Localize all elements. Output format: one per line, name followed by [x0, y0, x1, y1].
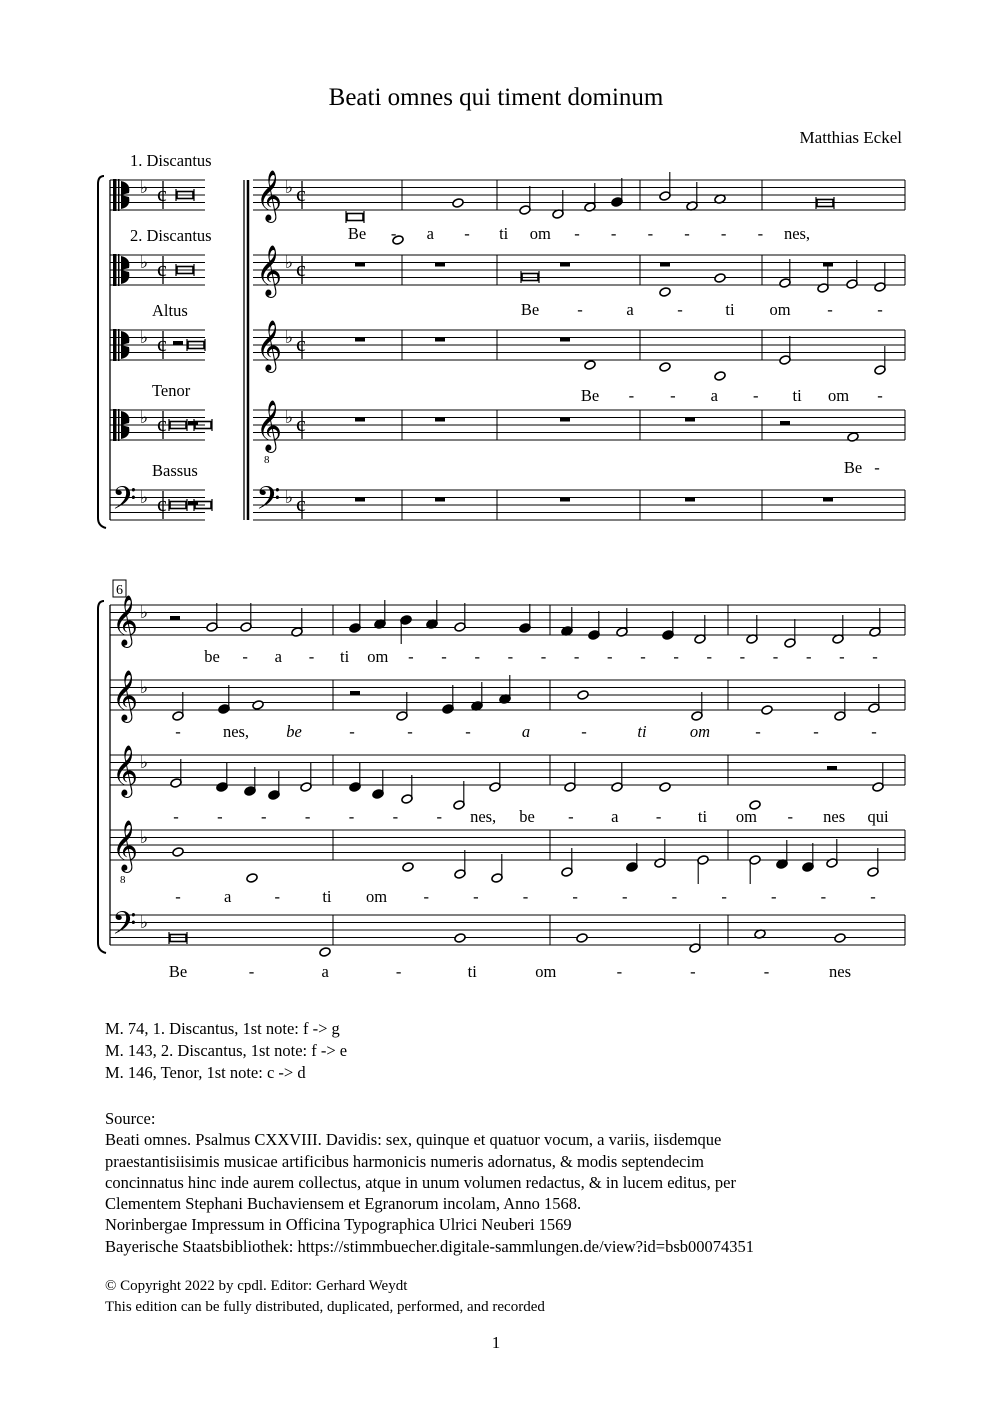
whole-note	[834, 933, 846, 944]
lyric-syllable: -	[628, 386, 635, 405]
lyric-syllable: om	[735, 807, 757, 826]
lyric-syllable: om	[366, 887, 388, 906]
system-1	[98, 151, 905, 528]
voice-label: Bassus	[152, 461, 198, 480]
half-rest	[170, 616, 180, 620]
lyric-syllable: nes,	[470, 807, 497, 826]
whole-note	[454, 933, 466, 944]
octave-mark-icon: 8	[264, 454, 270, 466]
lyric-syllable: qui	[867, 807, 889, 826]
bass-clef-icon: 𝄢	[112, 480, 137, 524]
flat-icon: ♭	[285, 178, 294, 197]
lyric-syllable: nes	[829, 962, 851, 981]
source-line: Norinbergae Impressum in Officina Typographica Ulrici Neuberi 1569	[105, 1215, 572, 1235]
lyric-syllable: -	[752, 386, 759, 405]
lyric-syllable: -	[248, 962, 255, 981]
lyric-syllable: -	[720, 224, 727, 243]
whole-rest	[355, 498, 365, 502]
time-signature-icon: c	[157, 331, 167, 356]
lyric-syllable: -	[577, 300, 583, 319]
time-signature-icon: c	[157, 411, 167, 436]
lyric-syllable: -	[217, 807, 223, 826]
c-clef-icon	[113, 254, 117, 286]
lyric-syllable: ti	[792, 386, 802, 405]
lyric-syllable: ti	[697, 807, 708, 826]
lyric-syllable: -	[441, 647, 447, 666]
lyric-syllable: -	[684, 224, 690, 243]
whole-rest	[355, 338, 365, 342]
lyric-syllable: a	[426, 224, 434, 243]
lyric-syllable: Be	[520, 300, 540, 319]
lyric-syllable: -	[721, 887, 727, 906]
treble-clef-icon: 𝄞	[256, 170, 283, 221]
lyric-syllable: -	[436, 807, 442, 826]
time-signature-icon: c	[296, 491, 306, 516]
note-line: M. 143, 2. Discantus, 1st note: f -> e	[105, 1041, 348, 1060]
flat-icon: ♭	[285, 328, 294, 347]
lyric-syllable: -	[507, 647, 514, 666]
lyric-syllable: -	[395, 962, 402, 981]
time-signature-icon: c	[296, 411, 306, 436]
whole-rest	[685, 498, 695, 502]
lyric-syllable: -	[839, 647, 845, 666]
whole-rest	[435, 498, 445, 502]
lyric-syllable: a	[611, 807, 619, 826]
lyric-syllable: -	[670, 386, 676, 405]
lyric-syllable: -	[175, 887, 181, 906]
flat-icon: ♭	[140, 913, 149, 932]
lyric-syllable: om	[535, 962, 557, 981]
c-clef-icon	[118, 409, 120, 441]
lyric-syllable: -	[805, 647, 812, 666]
flat-icon: ♭	[140, 178, 149, 197]
composer-name: Matthias Eckel	[799, 128, 902, 147]
time-signature-icon: c	[296, 181, 306, 206]
lyric-syllable: -	[874, 458, 880, 477]
system-bracket	[98, 176, 106, 528]
source-block	[105, 1108, 754, 1257]
treble-clef-icon: 𝄞	[256, 400, 283, 451]
whole-note	[761, 705, 773, 716]
lyric-syllable: -	[871, 722, 877, 741]
treble-clef-icon: 𝄞	[112, 820, 139, 871]
half-rest	[350, 691, 360, 695]
source-heading: Source:	[105, 1109, 156, 1128]
lyric-syllable: -	[870, 887, 876, 906]
flat-icon: ♭	[140, 328, 149, 347]
lyric-syllable: -	[640, 647, 646, 666]
time-signature-icon: c	[157, 181, 167, 206]
lyric-syllable: -	[655, 807, 662, 826]
copyright-line: This edition can be fully distributed, duplicated, performed, and recorded	[105, 1299, 545, 1315]
flat-icon: ♭	[285, 488, 294, 507]
whole-rest	[435, 338, 445, 342]
lyric-syllable: -	[304, 807, 311, 826]
treble-clef-icon: 𝄞	[112, 595, 139, 646]
lyric-syllable: -	[877, 386, 883, 405]
lyric-syllable: Be	[347, 224, 367, 243]
lyric-syllable: a	[521, 722, 531, 741]
flat-icon: ♭	[140, 408, 149, 427]
source-line: Clementem Stephani Buchaviensem et Egranorum incolam, Anno 1568.	[105, 1194, 582, 1214]
whole-note	[659, 782, 671, 793]
lyric-syllable: -	[820, 887, 827, 906]
lyric-syllable: Be	[168, 962, 188, 981]
lyric-syllable: be	[286, 722, 302, 741]
voice-label: Altus	[152, 301, 188, 320]
lyric-syllable: Be	[843, 458, 863, 477]
flat-icon: ♭	[140, 253, 149, 272]
lyric-syllable: -	[706, 647, 712, 666]
voice-label: Tenor	[152, 381, 191, 400]
lyric-syllable: -	[574, 224, 580, 243]
whole-note	[319, 947, 331, 958]
lyric-syllable: a	[321, 962, 329, 981]
copyright-line: © Copyright 2022 by cpdl. Editor: Gerhard Weydt	[105, 1278, 408, 1294]
lyric-syllable: -	[813, 722, 819, 741]
whole-rest	[560, 263, 570, 267]
lyric-syllable: ti	[725, 300, 735, 319]
lyric-syllable: om	[828, 386, 850, 405]
whole-note	[584, 360, 596, 371]
lyric-syllable: -	[647, 224, 654, 243]
whole-rest	[355, 418, 365, 422]
flat-icon: ♭	[140, 678, 149, 697]
note-line: M. 74, 1. Discantus, 1st note: f -> g	[105, 1019, 340, 1038]
c-clef-icon	[113, 179, 117, 211]
lyric-syllable: -	[690, 962, 696, 981]
whole-rest	[435, 263, 445, 267]
whole-rest	[823, 498, 833, 502]
flat-icon: ♭	[285, 408, 294, 427]
flat-icon: ♭	[140, 603, 149, 622]
lyric-syllable: -	[757, 224, 764, 243]
flat-icon: ♭	[140, 488, 149, 507]
whole-rest	[560, 338, 570, 342]
lyric-syllable: nes,	[222, 722, 250, 741]
measure-number: 6	[116, 583, 123, 598]
flat-icon: ♭	[140, 753, 149, 772]
lyric-syllable: ti	[340, 647, 350, 666]
octave-mark-icon: 8	[120, 874, 126, 886]
lyric-syllable: -	[392, 807, 399, 826]
time-signature-icon: c	[296, 331, 306, 356]
lyric-syllable: -	[175, 722, 181, 741]
system-2	[98, 580, 905, 981]
time-signature-icon: c	[296, 256, 306, 281]
lyric-syllable: -	[390, 224, 397, 243]
half-rest	[173, 341, 183, 345]
whole-note	[577, 690, 589, 701]
lyric-syllable: om	[769, 300, 791, 319]
lyric-syllable: -	[581, 722, 587, 741]
page-title: Beati omnes qui timent dominum	[328, 84, 664, 111]
lyric-syllable: Be	[580, 386, 600, 405]
lyric-syllable: nes,	[783, 224, 811, 243]
whole-note	[252, 700, 264, 711]
lyric-syllable: a	[626, 300, 634, 319]
treble-clef-icon: 𝄞	[256, 245, 283, 296]
source-line: concinnatus hinc inde aurem collectus, atque in unum volumen redactus, & in lucem editus, per	[105, 1172, 736, 1192]
lyric-syllable: -	[423, 887, 429, 906]
lyric-syllable: -	[763, 962, 770, 981]
lyric-syllable: -	[607, 647, 613, 666]
lyric-syllable: -	[308, 647, 315, 666]
lyric-syllable: -	[540, 647, 547, 666]
lyric-syllable: om	[529, 224, 551, 243]
whole-note	[172, 847, 184, 858]
lyric-syllable: -	[739, 647, 746, 666]
lyric-syllable: ti	[467, 962, 477, 981]
lyric-syllable: -	[616, 962, 623, 981]
lyric-syllable: -	[261, 807, 267, 826]
lyric-syllable: a	[223, 887, 232, 906]
lyric-syllable: -	[473, 887, 479, 906]
lyric-syllable: -	[465, 722, 471, 741]
lyric-syllable: -	[173, 807, 179, 826]
lyric-syllable: -	[671, 887, 678, 906]
lyric-syllable: -	[348, 807, 355, 826]
half-rest	[780, 421, 790, 425]
lyric-syllable: -	[407, 722, 413, 741]
voice-label: 2. Discantus	[130, 226, 212, 245]
lyric-syllable: be	[519, 807, 535, 826]
whole-rest	[355, 263, 365, 267]
time-signature-icon: c	[157, 256, 167, 281]
note-line: M. 146, Tenor, 1st note: c -> d	[105, 1063, 306, 1082]
lyric-syllable: -	[464, 224, 470, 243]
lyric-syllable: -	[772, 647, 779, 666]
lyric-syllable: ti	[322, 887, 332, 906]
lyric-syllable: nes	[823, 807, 846, 826]
whole-note	[402, 862, 414, 873]
whole-rest	[560, 418, 570, 422]
flat-icon: ♭	[285, 253, 294, 272]
whole-note	[847, 432, 859, 443]
bass-clef-icon: 𝄢	[112, 905, 137, 949]
whole-note	[659, 287, 671, 298]
breve-note	[347, 214, 363, 221]
time-signature-icon: c	[157, 491, 167, 516]
source-line: Beati omnes. Psalmus CXXVIII. Davidis: sex, quinque et quatuor vocum, a variis, iisdemque	[105, 1130, 722, 1150]
lyric-syllable: a	[710, 386, 718, 405]
whole-note	[714, 273, 726, 284]
lyric-syllable: -	[770, 887, 777, 906]
lyric-syllable: -	[522, 887, 529, 906]
lyric-syllable: om	[689, 722, 711, 741]
source-line: praestantisiisimis musicae artificibus harmonicis numeris adornatus, & modis septendecim	[105, 1151, 704, 1171]
whole-note	[452, 198, 464, 209]
source-link[interactable]: Bayerische Staatsbibliothek: https://stimmbuecher.digitale-sammlungen.de/view?id=bsb00074351	[105, 1236, 755, 1256]
lyric-syllable: -	[242, 647, 248, 666]
lyric-syllable: be	[204, 647, 220, 666]
whole-rest	[660, 263, 670, 267]
lyric-syllable: -	[474, 647, 480, 666]
lyric-syllable: -	[572, 887, 578, 906]
system-bracket	[98, 601, 106, 953]
whole-rest	[435, 418, 445, 422]
lyric-syllable: -	[622, 887, 628, 906]
lyric-syllable: -	[677, 300, 683, 319]
lyric-syllable: -	[610, 224, 617, 243]
treble-clef-icon: 𝄞	[112, 670, 139, 721]
lyric-syllable: -	[568, 807, 574, 826]
lyric-syllable: -	[349, 722, 355, 741]
lyric-syllable: -	[787, 807, 793, 826]
c-clef-icon	[113, 329, 117, 361]
whole-note	[714, 371, 726, 382]
c-clef-icon	[118, 254, 120, 286]
lyric-syllable: -	[877, 300, 883, 319]
lyric-syllable: -	[274, 887, 281, 906]
c-clef-icon	[118, 179, 120, 211]
bass-clef-icon: 𝄢	[256, 480, 281, 524]
lyric-syllable: -	[408, 647, 414, 666]
copyright-block	[105, 1276, 545, 1318]
half-rest	[827, 766, 837, 770]
c-clef-icon	[118, 329, 120, 361]
whole-rest	[685, 418, 695, 422]
whole-note	[246, 873, 258, 884]
whole-note	[576, 933, 588, 944]
lyric-syllable: ti	[637, 722, 647, 741]
lyric-syllable: -	[827, 300, 833, 319]
flat-icon: ♭	[140, 828, 149, 847]
voice-label: 1. Discantus	[130, 151, 212, 170]
whole-note	[659, 362, 671, 373]
lyric-syllable: -	[573, 647, 580, 666]
treble-clef-icon: 𝄞	[112, 745, 139, 796]
lyric-syllable: -	[755, 722, 761, 741]
editorial-notes	[105, 1018, 347, 1084]
lyric-syllable: a	[274, 647, 282, 666]
lyric-syllable: -	[673, 647, 679, 666]
lyric-syllable: ti	[499, 224, 509, 243]
lyric-syllable: -	[872, 647, 878, 666]
treble-clef-icon: 𝄞	[256, 320, 283, 371]
whole-rest	[560, 498, 570, 502]
page-number: 1	[491, 1333, 501, 1352]
c-clef-icon	[113, 409, 117, 441]
lyric-syllable: om	[367, 647, 389, 666]
